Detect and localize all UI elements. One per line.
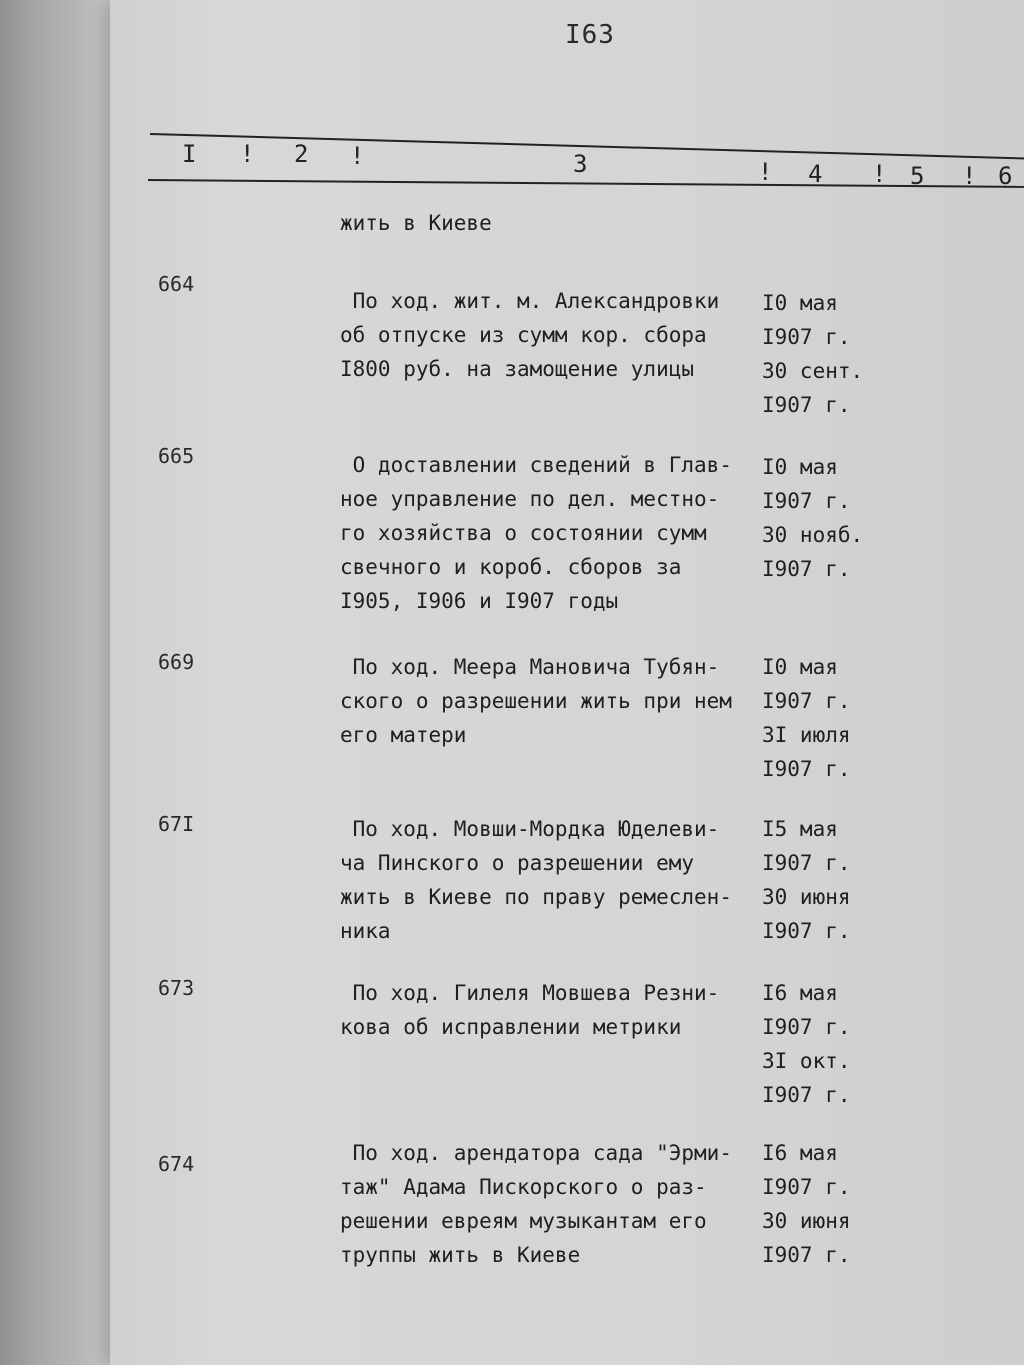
row-dates: [762, 286, 863, 422]
date-line: I907 г.: [762, 489, 851, 513]
column-separator: !: [962, 162, 977, 190]
description-line: свечного и короб. сборов за: [340, 555, 682, 579]
description-line: решении евреям музыкантам его: [340, 1209, 707, 1233]
description-line: ное управление по дел. местно-: [340, 487, 720, 511]
row-dates: [762, 976, 851, 1112]
row-dates: [762, 450, 863, 586]
description-line: По ход. Гилеля Мовшева Резни-: [340, 981, 720, 1005]
row-description: [340, 812, 770, 948]
date-line: 30 нояб.: [762, 523, 864, 547]
description-line: По ход. арендатора сада "Эрми-: [340, 1141, 732, 1165]
row-number: 669: [158, 650, 195, 674]
date-line: 3I окт.: [762, 1049, 851, 1073]
date-line: 30 июня: [762, 885, 851, 909]
date-line: I0 мая: [762, 455, 838, 479]
row-description: [340, 206, 770, 240]
row-description: [340, 284, 770, 386]
date-line: I907 г.: [762, 1083, 851, 1107]
column-header-1: I: [182, 140, 197, 168]
date-line: I907 г.: [762, 1243, 851, 1267]
column-separator: !: [350, 142, 365, 170]
date-line: I0 мая: [762, 291, 838, 315]
description-line: труппы жить в Киеве: [340, 1243, 581, 1267]
row-description: [340, 448, 770, 618]
column-header-6: 6: [998, 162, 1013, 190]
row-dates: [762, 812, 851, 948]
description-line: О доставлении сведений в Глав-: [340, 453, 732, 477]
date-line: I907 г.: [762, 1175, 851, 1199]
row-description: [340, 650, 770, 752]
description-line: об отпуске из сумм кор. сбора: [340, 323, 707, 347]
description-line: его матери: [340, 723, 467, 747]
book-spine-shadow: [0, 0, 115, 1365]
row-number: 674: [158, 1152, 195, 1176]
row-description: [340, 1136, 770, 1272]
date-line: 30 сент.: [762, 359, 864, 383]
date-line: I6 мая: [762, 1141, 838, 1165]
row-number: 67I: [158, 812, 195, 836]
date-line: 30 июня: [762, 1209, 851, 1233]
date-line: 3I июля: [762, 723, 851, 747]
description-line: го хозяйства о состоянии сумм: [340, 521, 707, 545]
column-header-4: 4: [808, 160, 823, 188]
row-number: 665: [158, 444, 195, 468]
description-line: По ход. Меера Мановича Тубян-: [340, 655, 720, 679]
column-separator: !: [240, 140, 255, 168]
date-line: I6 мая: [762, 981, 838, 1005]
description-line: жить в Киеве: [340, 211, 492, 235]
column-header-5: 5: [910, 162, 925, 190]
description-line: таж" Адама Пискорского о раз-: [340, 1175, 707, 1199]
date-line: I907 г.: [762, 757, 851, 781]
date-line: I907 г.: [762, 557, 851, 581]
description-line: ского о разрешении жить при нем: [340, 689, 732, 713]
description-line: ника: [340, 919, 391, 943]
date-line: I907 г.: [762, 689, 851, 713]
column-header-3: 3: [573, 150, 588, 178]
row-dates: [762, 1136, 851, 1272]
page-number: I63: [565, 20, 615, 50]
date-line: I0 мая: [762, 655, 838, 679]
row-number: 673: [158, 976, 195, 1000]
column-separator: !: [872, 160, 887, 188]
description-line: ча Пинского о разрешении ему: [340, 851, 695, 875]
date-line: I907 г.: [762, 1015, 851, 1039]
date-line: I907 г.: [762, 851, 851, 875]
row-number: 664: [158, 272, 195, 296]
description-line: I800 руб. на замощение улицы: [340, 357, 695, 381]
description-line: По ход. Мовши-Мордка Юделеви-: [340, 817, 720, 841]
column-separator: !: [758, 158, 773, 186]
description-line: По ход. жит. м. Александровки: [340, 289, 720, 313]
description-line: жить в Киеве по праву ремеслен-: [340, 885, 732, 909]
date-line: I907 г.: [762, 919, 851, 943]
date-line: I907 г.: [762, 325, 851, 349]
column-header-2: 2: [294, 140, 309, 168]
row-description: [340, 976, 770, 1044]
date-line: I907 г.: [762, 393, 851, 417]
description-line: I905, I906 и I907 годы: [340, 589, 619, 613]
description-line: кова об исправлении метрики: [340, 1015, 682, 1039]
row-dates: [762, 650, 851, 786]
date-line: I5 мая: [762, 817, 838, 841]
